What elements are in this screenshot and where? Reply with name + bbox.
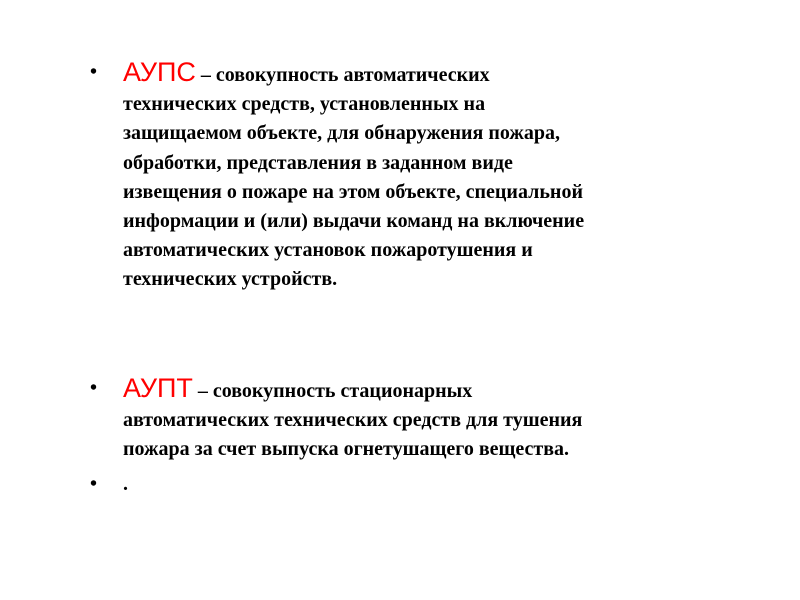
term-aups: АУПС [123, 57, 196, 87]
definition-text: – совокупность стационарных [192, 380, 473, 402]
bullet-line: технических средств, установленных на [123, 93, 486, 116]
bullet-line [123, 58, 723, 90]
bullet-line: защищаемом объекте, для обнаружения пожара, [123, 122, 560, 145]
bullet-text-aups [123, 58, 723, 295]
bullet-marker: • [90, 61, 98, 83]
bullet-text-empty [123, 470, 723, 499]
bullet-marker: • [90, 377, 98, 399]
term-aupt: АУПТ [123, 373, 193, 403]
bullet-line: пожара за счет выпуска огнетушащего вещества. [123, 438, 570, 461]
bullet-line: . [123, 473, 128, 495]
definition-text: – совокупность автоматических [195, 64, 490, 86]
bullet-line [123, 374, 723, 406]
bullet-marker: • [90, 473, 98, 495]
bullet-line: информации и (или) выдачи команд на включение [123, 210, 585, 233]
bullet-line: автоматических установок пожаротушения и [123, 239, 533, 262]
bullet-line: автоматических технических средств для тушения [123, 409, 583, 432]
bullet-line: извещения о пожаре на этом объекте, специальной [123, 180, 583, 203]
bullet-line: технических устройств. [123, 268, 338, 291]
bullet-line: обработки, представления в заданном виде [123, 151, 513, 174]
bullet-text-aupt [123, 374, 723, 465]
